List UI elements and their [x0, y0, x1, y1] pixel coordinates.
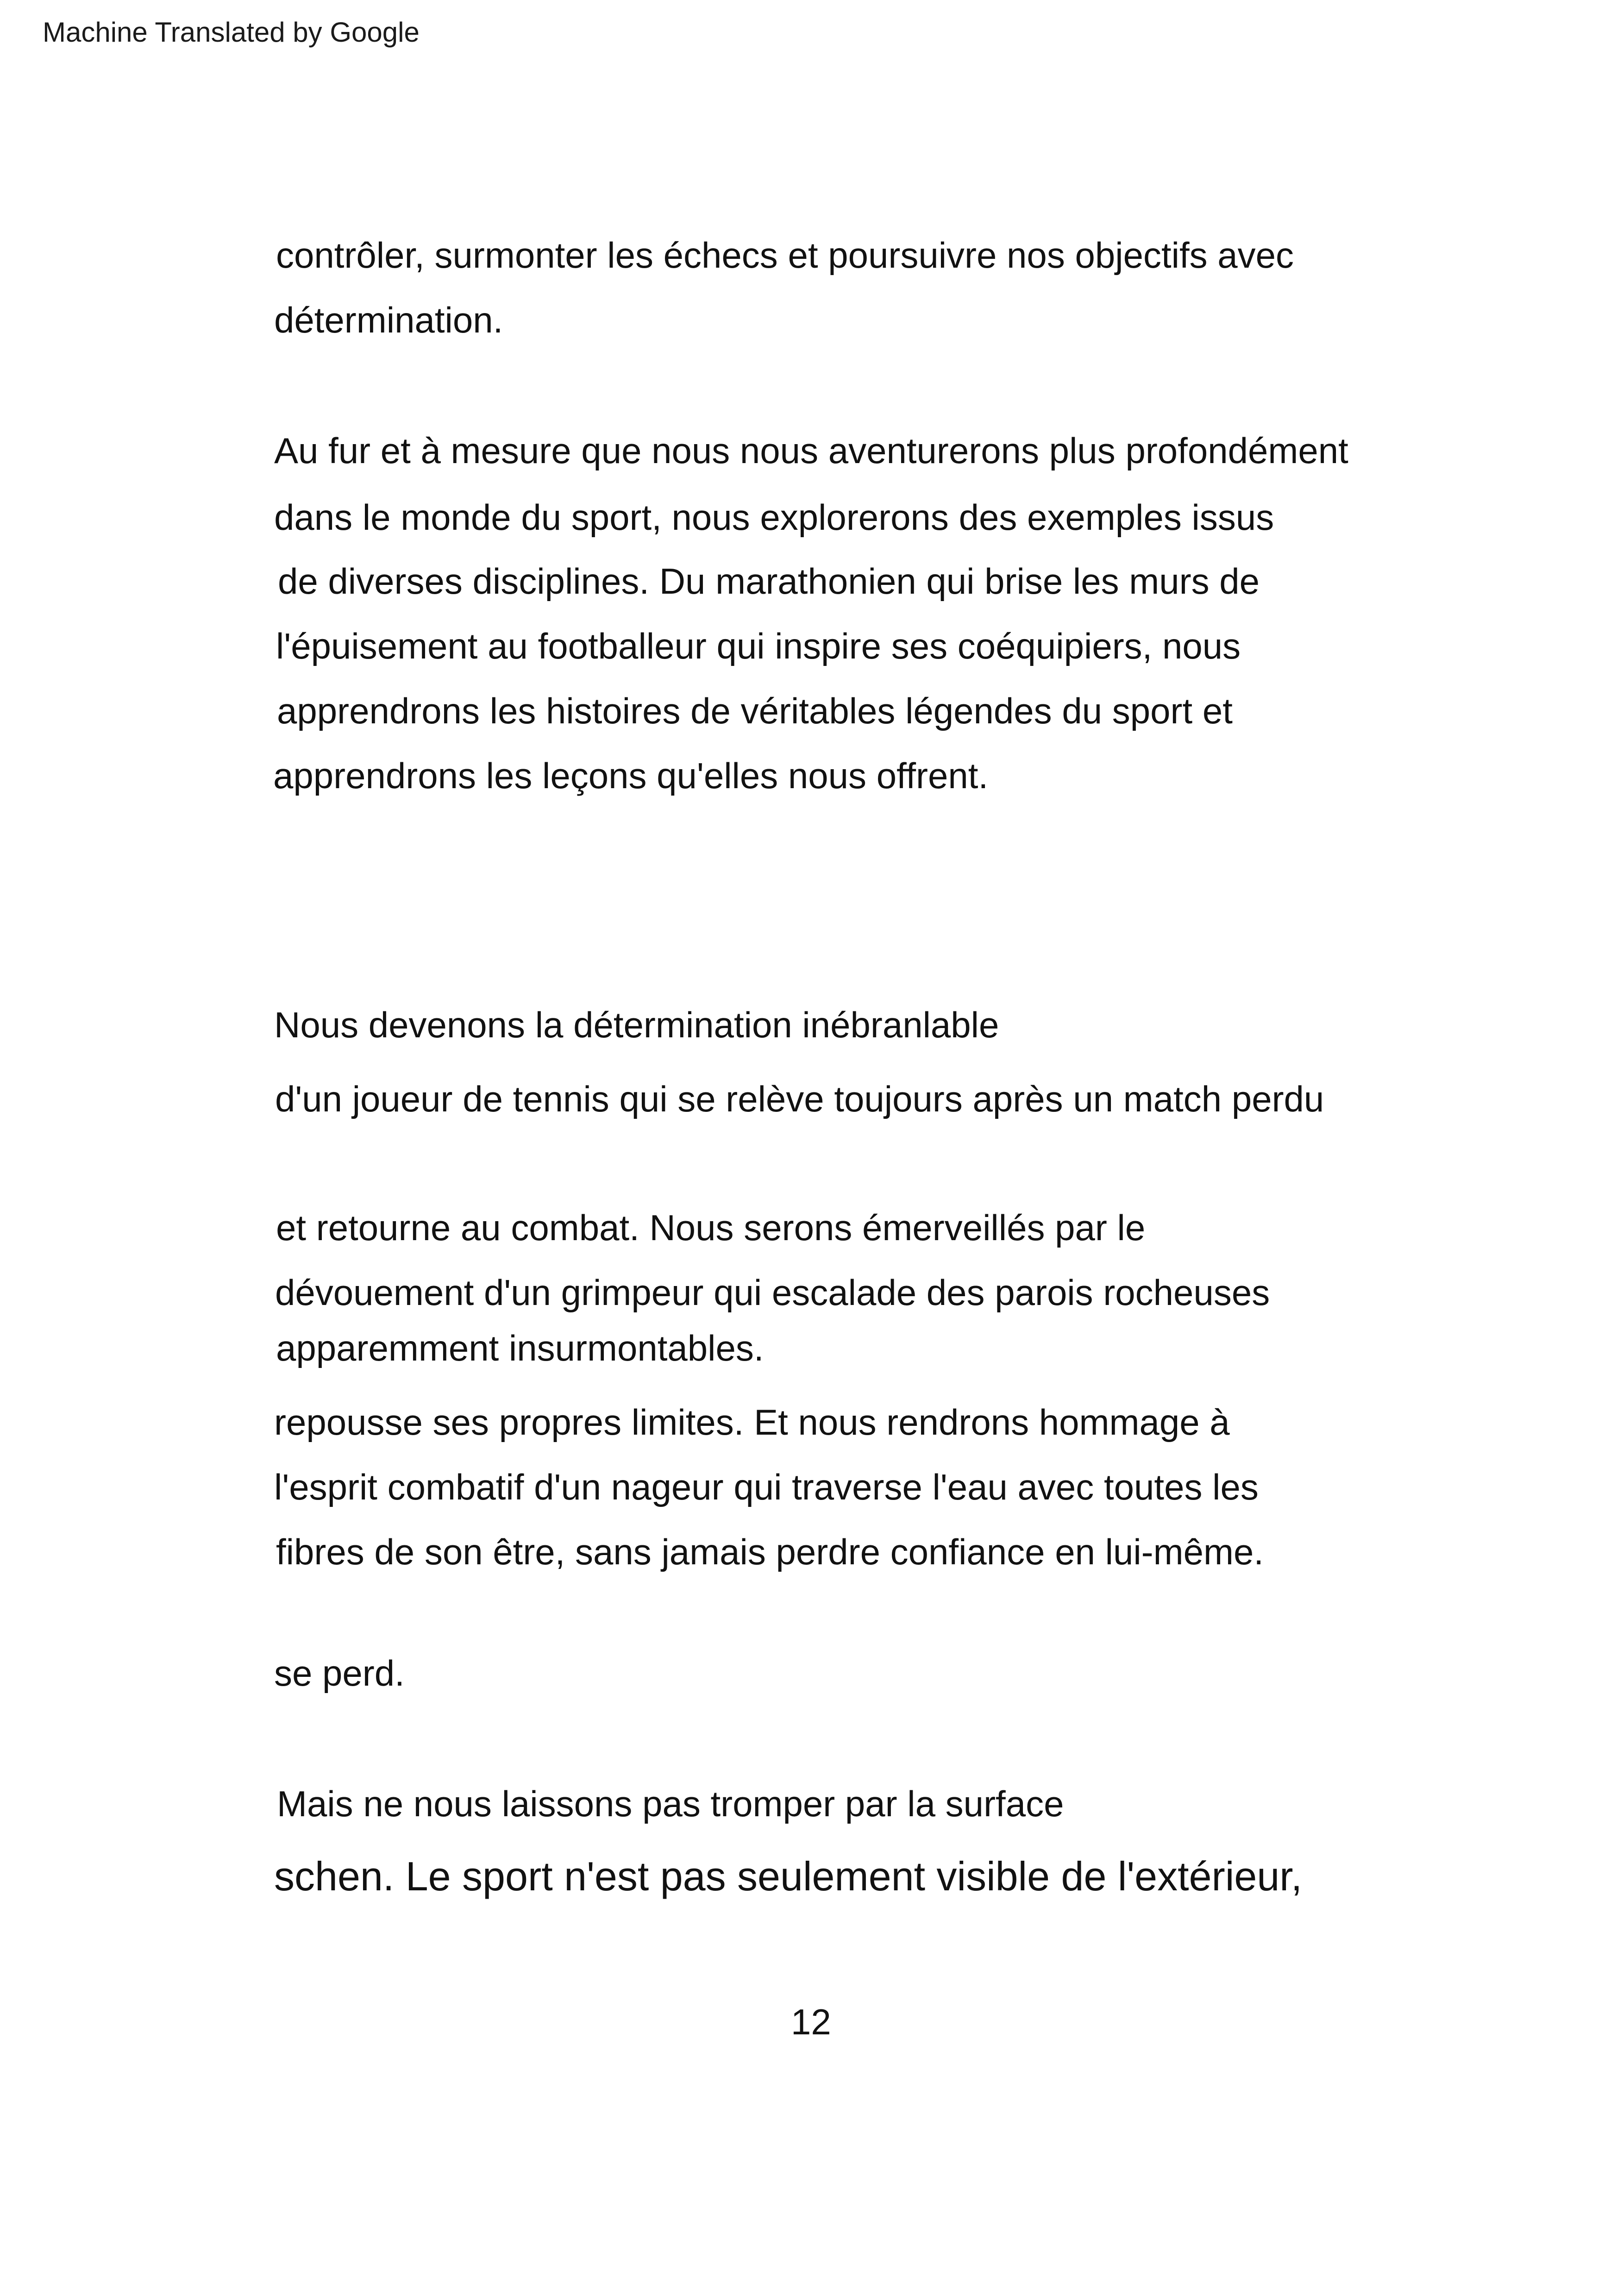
text-line: fibres de son être, sans jamais perdre confiance en lui-même. — [276, 1531, 1264, 1572]
text-line: dans le monde du sport, nous explorerons des exemples issus — [274, 497, 1274, 538]
text-line: et retourne au combat. Nous serons émerveillés par le — [276, 1207, 1146, 1248]
text-line: apparemment insurmontables. — [276, 1328, 764, 1368]
text-line: se perd. — [274, 1653, 405, 1694]
text-line: contrôler, surmonter les échecs et poursuivre nos objectifs avec — [276, 235, 1294, 276]
text-line: détermination. — [274, 300, 503, 340]
text-line: dévouement d'un grimpeur qui escalade des parois rocheuses — [275, 1272, 1270, 1313]
text-line: repousse ses propres limites. Et nous rendrons hommage à — [274, 1402, 1230, 1443]
text-line: apprendrons les histoires de véritables légendes du sport et — [277, 690, 1233, 731]
text-line: l'épuisement au footballeur qui inspire ses coéquipiers, nous — [276, 626, 1241, 666]
text-line: de diverses disciplines. Du marathonien qui brise les murs de — [278, 561, 1260, 602]
text-line: d'un joueur de tennis qui se relève toujours après un match perdu — [275, 1079, 1324, 1119]
text-line: schen. Le sport n'est pas seulement visible de l'extérieur, — [274, 1853, 1303, 1899]
text-line: Nous devenons la détermination inébranlable — [274, 1004, 999, 1045]
page-number: 12 — [791, 2001, 831, 2042]
text-line: apprendrons les leçons qu'elles nous offrent. — [273, 755, 989, 796]
text-line: Au fur et à mesure que nous nous aventurerons plus profondément — [274, 430, 1348, 471]
text-line: l'esprit combatif d'un nageur qui traverse l'eau avec toutes les — [274, 1467, 1259, 1507]
text-line: Mais ne nous laissons pas tromper par la surface — [277, 1783, 1064, 1824]
machine-translation-notice: Machine Translated by Google — [43, 17, 420, 48]
